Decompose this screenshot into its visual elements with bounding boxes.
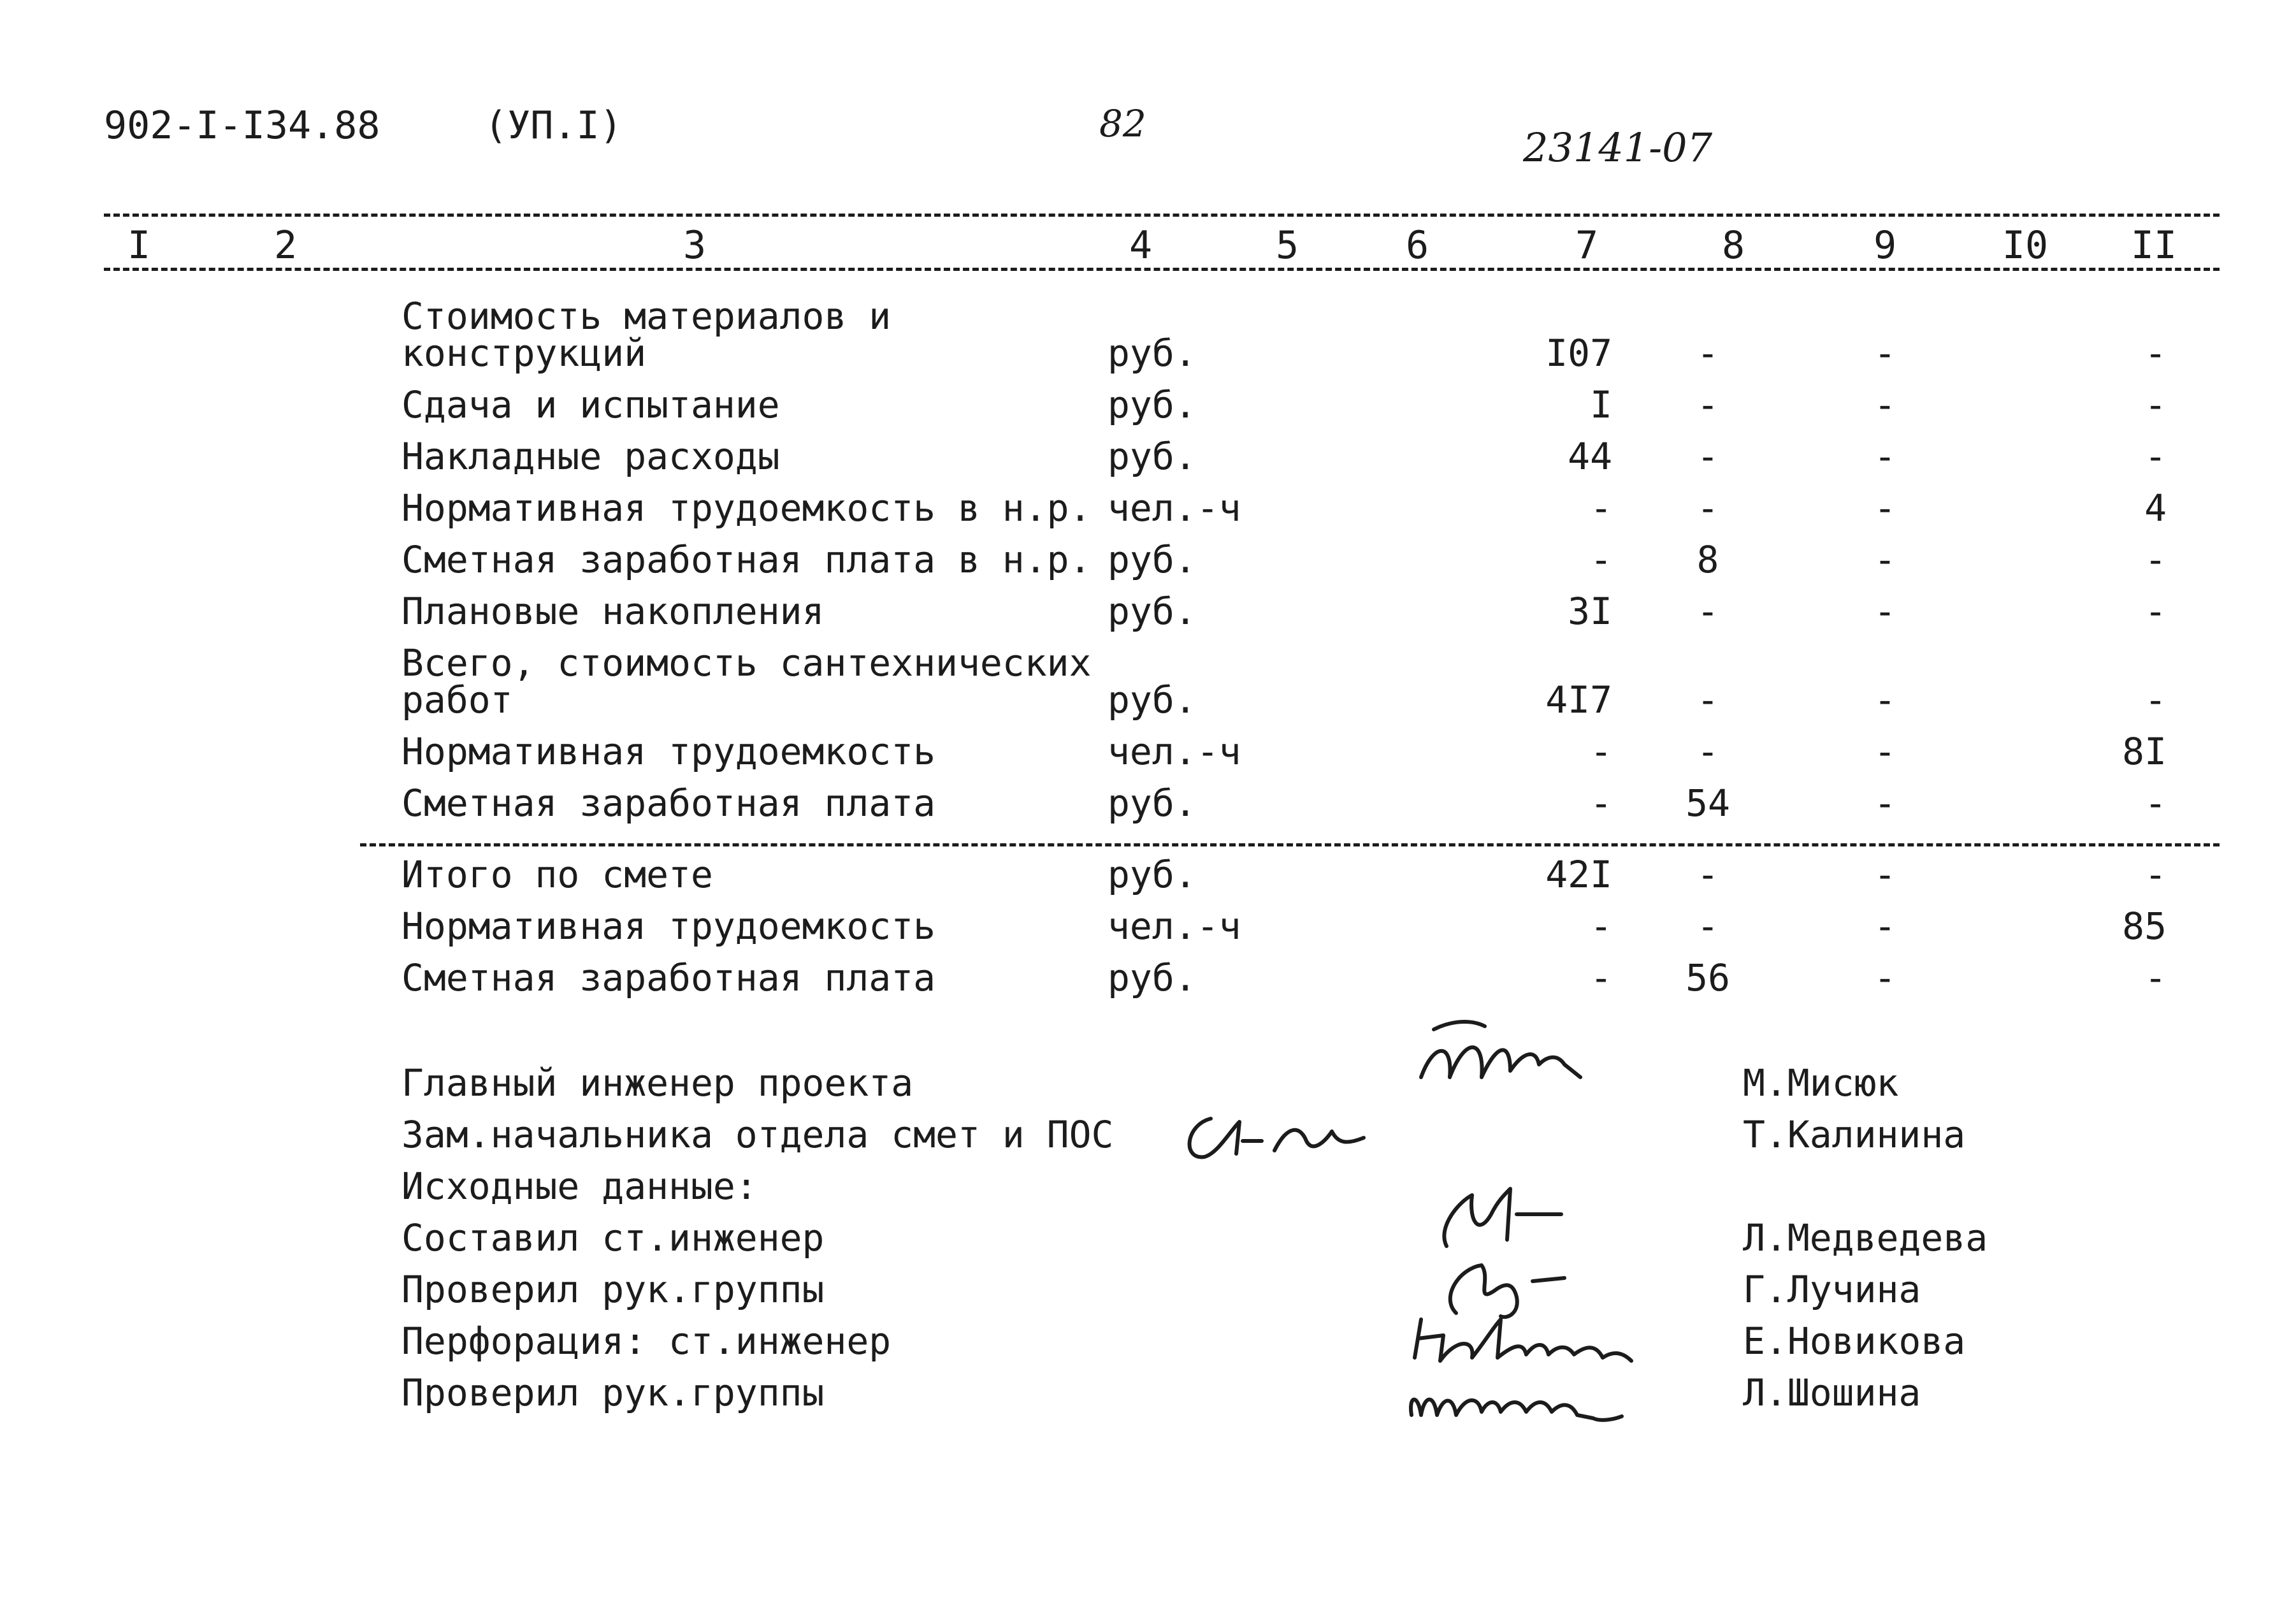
- header-bottom-rule: [104, 268, 2220, 271]
- row-unit: руб.: [1108, 781, 1197, 825]
- signatory-name: Л.Шошина: [1743, 1371, 1921, 1414]
- row-value-col11: -: [2144, 331, 2167, 375]
- row-value-col7: -: [1590, 956, 1612, 999]
- row-value-col7: I: [1590, 383, 1612, 426]
- row-unit: руб.: [1108, 538, 1197, 581]
- signatory-role: Составил ст.инженер: [401, 1216, 825, 1260]
- signatory-role: Проверил рук.группы: [401, 1268, 825, 1311]
- row-unit: руб.: [1108, 590, 1197, 633]
- column-number: 6: [1405, 223, 1429, 268]
- row-value-col11: 85: [2122, 904, 2167, 948]
- signature-misyuk-mark: [1415, 1017, 1606, 1112]
- row-label: Всего, стоимость сантехнических: [401, 641, 1092, 685]
- row-value-col9: -: [1874, 590, 1896, 633]
- column-number: II: [2130, 223, 2177, 268]
- row-value-col8: -: [1696, 486, 1719, 530]
- row-value-col7: 44: [1568, 435, 1612, 478]
- header-top-rule: [104, 214, 2220, 217]
- row-label: Сдача и испытание: [401, 383, 780, 426]
- row-value-col11: -: [2144, 956, 2167, 999]
- row-value-col11: -: [2144, 590, 2167, 633]
- row-value-col11: -: [2144, 853, 2167, 896]
- row-value-col8: -: [1696, 730, 1719, 773]
- row-label: Накладные расходы: [401, 435, 780, 478]
- signature-kalinina-mark: [1179, 1106, 1370, 1176]
- signatory-role: Перфорация: ст.инженер: [401, 1319, 892, 1363]
- signatory-name: Е.Новикова: [1743, 1319, 1966, 1363]
- row-value-col9: -: [1874, 331, 1896, 375]
- row-unit: руб.: [1108, 383, 1197, 426]
- section-code: (УП.I): [484, 103, 623, 148]
- row-value-col9: -: [1874, 730, 1896, 773]
- row-value-col8: -: [1696, 383, 1719, 426]
- row-value-col9: -: [1874, 435, 1896, 478]
- row-value-col8: -: [1696, 435, 1719, 478]
- column-number: 8: [1721, 223, 1745, 268]
- row-value-col8: 8: [1696, 538, 1719, 581]
- row-unit: руб.: [1108, 678, 1197, 722]
- row-label: работ: [401, 678, 513, 722]
- signatory-role: Исходные данные:: [401, 1165, 758, 1208]
- row-value-col7: -: [1590, 486, 1612, 530]
- row-label: конструкций: [401, 331, 647, 375]
- column-number: 2: [273, 223, 298, 268]
- column-number: I: [127, 223, 151, 268]
- row-label: Нормативная трудоемкость в н.р.: [401, 486, 1092, 530]
- row-value-col11: -: [2144, 538, 2167, 581]
- row-label: Сметная заработная плата: [401, 781, 936, 825]
- row-value-col7: -: [1590, 904, 1612, 948]
- row-value-col9: -: [1874, 486, 1896, 530]
- signatory-role: Проверил рук.группы: [401, 1371, 825, 1414]
- signature-medvedeva-mark: [1434, 1176, 1606, 1259]
- totals-rule: [360, 843, 2220, 846]
- column-number: 4: [1129, 223, 1153, 268]
- row-label: Стоимость материалов и: [401, 294, 892, 338]
- row-value-col9: -: [1874, 538, 1896, 581]
- row-value-col11: -: [2144, 781, 2167, 825]
- row-value-col7: -: [1590, 781, 1612, 825]
- row-value-col8: -: [1696, 331, 1719, 375]
- row-unit: чел.-ч: [1108, 486, 1241, 530]
- document-code: 902-I-I34.88: [104, 103, 380, 148]
- row-value-col8: -: [1696, 853, 1719, 896]
- signatory-name: Т.Калинина: [1743, 1113, 1966, 1156]
- row-value-col8: 56: [1686, 956, 1730, 999]
- signature-novikova-mark: [1405, 1300, 1647, 1377]
- row-value-col9: -: [1874, 956, 1896, 999]
- row-unit: чел.-ч: [1108, 904, 1241, 948]
- row-unit: руб.: [1108, 853, 1197, 896]
- row-unit: руб.: [1108, 331, 1197, 375]
- row-label: Итого по смете: [401, 853, 713, 896]
- row-label: Нормативная трудоемкость: [401, 730, 936, 773]
- signatory-role: Зам.начальника отдела смет и ПОС: [401, 1113, 1114, 1156]
- row-value-col11: 8I: [2122, 730, 2167, 773]
- row-value-col9: -: [1874, 781, 1896, 825]
- row-value-col7: 42I: [1545, 853, 1612, 896]
- row-value-col11: -: [2144, 678, 2167, 722]
- column-number: 9: [1873, 223, 1897, 268]
- column-number: 3: [682, 223, 707, 268]
- row-value-col7: -: [1590, 730, 1612, 773]
- row-value-col11: -: [2144, 383, 2167, 426]
- row-value-col8: -: [1696, 678, 1719, 722]
- row-value-col7: 4I7: [1545, 678, 1612, 722]
- row-value-col9: -: [1874, 853, 1896, 896]
- row-value-col7: -: [1590, 538, 1612, 581]
- row-label: Сметная заработная плата: [401, 956, 936, 999]
- row-unit: руб.: [1108, 956, 1197, 999]
- row-unit: руб.: [1108, 435, 1197, 478]
- inventory-number: 23141-07: [1523, 124, 1713, 171]
- row-value-col11: 4: [2144, 486, 2167, 530]
- row-value-col7: 3I: [1568, 590, 1612, 633]
- row-value-col9: -: [1874, 678, 1896, 722]
- row-value-col7: I07: [1545, 331, 1612, 375]
- row-value-col8: 54: [1686, 781, 1730, 825]
- row-value-col8: -: [1696, 590, 1719, 633]
- signatory-name: М.Мисюк: [1743, 1061, 1899, 1105]
- signatory-role: Главный инженер проекта: [401, 1061, 914, 1105]
- row-label: Сметная заработная плата в н.р.: [401, 538, 1092, 581]
- column-number: 7: [1575, 223, 1599, 268]
- signatory-name: Г.Лучина: [1743, 1268, 1921, 1311]
- row-label: Плановые накопления: [401, 590, 825, 633]
- column-number: 5: [1275, 223, 1299, 268]
- row-label: Нормативная трудоемкость: [401, 904, 936, 948]
- row-value-col9: -: [1874, 904, 1896, 948]
- row-value-col11: -: [2144, 435, 2167, 478]
- column-number: I0: [2002, 223, 2049, 268]
- row-value-col9: -: [1874, 383, 1896, 426]
- page-number: 82: [1099, 102, 1146, 145]
- row-unit: чел.-ч: [1108, 730, 1241, 773]
- row-value-col8: -: [1696, 904, 1719, 948]
- signatory-name: Л.Медведева: [1743, 1216, 1988, 1260]
- signature-shoshina-mark: [1402, 1370, 1657, 1434]
